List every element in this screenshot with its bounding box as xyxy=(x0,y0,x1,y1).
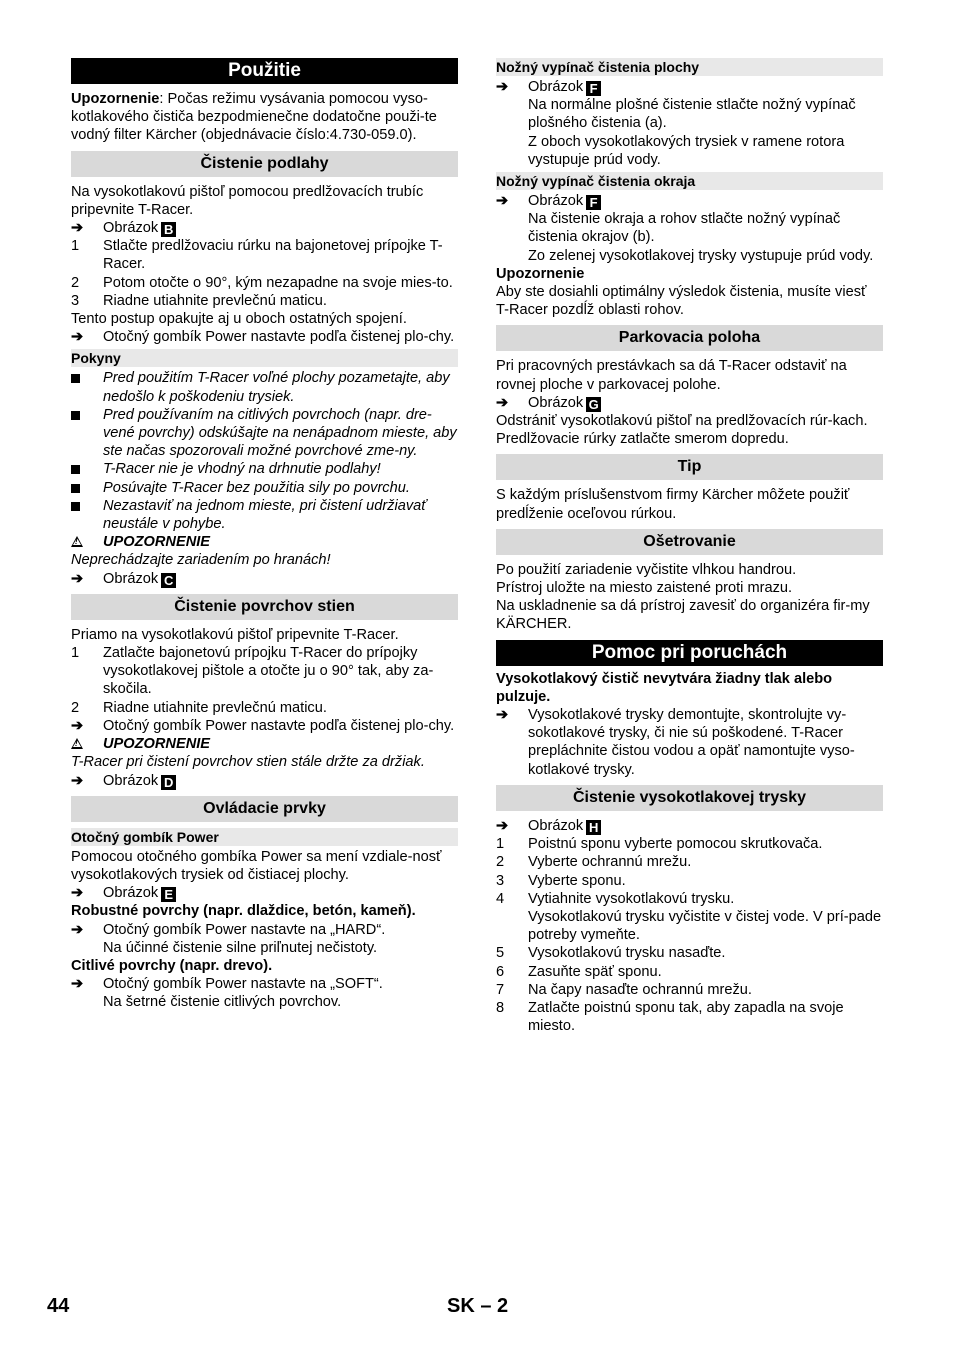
park-text3: Predlžovacie rúrky zatlačte smerom dopredu. xyxy=(496,431,789,448)
osetrovanie-line: Na uskladnenie sa dá prístroj zavesiť do organizéra fir-my KÄRCHER. xyxy=(496,598,870,633)
figure-b-icon: B xyxy=(161,222,176,237)
arrow-icon: ➔ xyxy=(496,193,509,210)
citlive-label: Citlivé povrchy (napr. drevo). xyxy=(71,957,273,974)
hard-step: ➔ Otočný gombík Power nastavte na „HARD“. xyxy=(71,921,386,938)
list-item: 7 Na čapy nasaďte ochrannú mrežu. xyxy=(496,981,752,998)
section-heading-pouzitie: Použitie xyxy=(71,58,458,84)
osetrovanie-line: Po použití zariadenie vyčistite vlhkou handrou. xyxy=(496,561,797,578)
arrow-icon: ➔ xyxy=(71,329,84,346)
subheading-nozny-okraja: Nožný vypínač čistenia okraja xyxy=(496,172,883,190)
figure-c-icon: C xyxy=(161,573,176,588)
arrow-icon: ➔ xyxy=(71,772,84,789)
figure-ref-e: ➔ Obrázok E xyxy=(71,884,458,902)
list-item: 1 Poistnú sponu vyberte pomocou skrutkovača. xyxy=(496,836,823,853)
list-item: 2 Potom otočte o 90°, kým nezapadne na svoje mies-to. xyxy=(71,274,453,291)
pouzitie-note: Upozornenie: Počas režimu vysávania pomocou vyso-kotlakového čističa bezpodmienečne dodatočne použi-te vodný filter Kärcher (objednávacie číslo:4.730-059.0). xyxy=(71,91,437,144)
arrow-icon: ➔ xyxy=(71,921,84,938)
pomoc-step: ➔ Vysokotlakové trysky demontujte, skontrolujte vy-sokotlakové trysky, či nie sú poškodené. T-Racer prepláchnite čistou vodou a opäť namontujte vyso-kotlakové trysky. xyxy=(496,707,855,778)
list-item: 8 Zatlačte poistnú sponu tak, aby zapadla na svoje miesto. xyxy=(496,999,844,1035)
bullet-item: Pred použitím T-Racer voľné plochy pozametajte, aby nedošlo k poškodeniu trysiek. xyxy=(71,369,458,405)
figure-ref-f: ➔ Obrázok F xyxy=(496,78,883,96)
figure-h-icon: H xyxy=(586,820,601,835)
figure-ref-h: ➔ Obrázok H xyxy=(496,817,883,835)
park-text: Pri pracovných prestávkach sa dá T-Racer odstaviť na rovnej ploche v parkovacej polohe. xyxy=(496,358,847,393)
power-step: ➔ Otočný gombík Power nastavte podľa čistenej plo-chy. xyxy=(71,329,455,346)
warning-text: T-Racer pri čistení povrchov stien stále držte za držiak. xyxy=(71,754,425,771)
robust-label: Robustné povrchy (napr. dlaždice, betón, kameň). xyxy=(71,903,416,920)
osetrovanie-line: Prístroj uložte na miesto zaistené proti mrazu. xyxy=(496,580,793,597)
warning-text: Neprechádzajte zariadením po hranách! xyxy=(71,552,331,569)
list-item: 1 Stlačte predlžovaciu rúrku na bajonetovej prípojke T-Racer. xyxy=(71,238,443,273)
arrow-icon: ➔ xyxy=(496,394,509,411)
figure-d-icon: D xyxy=(161,775,176,790)
section-heading-pomoc: Pomoc pri poruchách xyxy=(496,640,883,666)
bullet-square-icon xyxy=(71,502,80,511)
figure-ref-f2: ➔ Obrázok F xyxy=(496,192,883,210)
tip-text: S každým príslušenstvom firmy Kärcher môžete použiť predĺženie oceľovou rúrkou. xyxy=(496,487,850,522)
stien-intro: Priamo na vysokotlakovú pištoľ pripevnite T-Racer. xyxy=(71,626,399,643)
list-item: 1 Zatlačte bajonetovú prípojku T-Racer do prípojky vysokotlakovej pištole a otočte ju o 90° tak, aby za-skočila. xyxy=(71,645,434,698)
warning-label: ! UPOZORNENIE xyxy=(71,735,458,753)
bullet-item: Nezastaviť na jednom mieste, pri čistení udržiavať neustále v pohybe. xyxy=(71,497,458,533)
bullet-square-icon xyxy=(71,411,80,420)
subheading-otocny: Otočný gombík Power xyxy=(71,828,458,846)
soft-note: Na šetrné čistenie citlivých povrchov. xyxy=(103,994,342,1011)
list-item: 2 Riadne utiahnite prevlečnú maticu. xyxy=(71,699,327,716)
section-heading-podlahy: Čistenie podlahy xyxy=(71,151,458,177)
plochy-text2: Z oboch vysokotlakových trysiek v ramene rotora vystupuje prúd vody. xyxy=(528,133,845,168)
section-heading-ovladacie: Ovládacie prvky xyxy=(71,796,458,822)
arrow-icon: ➔ xyxy=(71,885,84,902)
subheading-nozny-plochy: Nožný vypínač čistenia plochy xyxy=(496,58,883,76)
section-heading-stien: Čistenie povrchov stien xyxy=(71,594,458,620)
right-column xyxy=(496,58,883,1035)
bullet-square-icon xyxy=(71,484,80,493)
warning-label: ! UPOZORNENIE xyxy=(71,533,458,551)
list-item: 6 Zasuňte späť sponu. xyxy=(496,963,662,980)
list-item: Vysokotlakovú trysku vyčistite v čistej vode. V prí-pade potreby vymeňte. xyxy=(528,908,882,944)
hard-note: Na účinné čistenie silne priľnutej nečistoty. xyxy=(103,939,378,956)
page-lang-label: SK – 2 xyxy=(447,1295,509,1317)
arrow-icon: ➔ xyxy=(71,220,84,237)
arrow-icon: ➔ xyxy=(496,79,509,95)
figure-ref-b: ➔ Obrázok B xyxy=(71,219,458,237)
section-heading-trysky: Čistenie vysokotlakovej trysky xyxy=(496,785,883,811)
upozornenie-label: Upozornenie xyxy=(496,265,585,282)
repeat-text: Tento postup opakujte aj u oboch ostatných spojení. xyxy=(71,311,407,328)
section-heading-parkovacia: Parkovacia poloha xyxy=(496,325,883,351)
figure-f-icon: F xyxy=(586,81,601,96)
list-item: 5 Vysokotlakovú trysku nasaďte. xyxy=(496,945,726,962)
bullet-item: Pred používaním na citlivých povrchoch (napr. dre-vené povrchy) odskúšajte na nenápadnom mieste, aby ste načas spozorovali možné povrchové zme-ny. xyxy=(71,406,458,461)
warning-icon xyxy=(71,738,83,749)
bullet-square-icon xyxy=(71,374,80,383)
section-heading-osetrovanie: Ošetrovanie xyxy=(496,529,883,555)
upozornenie-text: Aby ste dosiahli optimálny výsledok čistenia, musíte viesť T-Racer pozdĺž oblasti rohov. xyxy=(496,284,867,319)
bullet-item: T-Racer nie je vhodný na drhnutie podlahy! xyxy=(71,460,458,478)
bullet-item: Posúvajte T-Racer bez použitia sily po povrchu. xyxy=(71,479,458,497)
okraja-text: Na čistenie okraja a rohov stlačte nožný vypínač čistenia okrajov (b). xyxy=(528,211,841,246)
arrow-icon: ➔ xyxy=(71,570,84,587)
soft-step: ➔ Otočný gombík Power nastavte na „SOFT“. xyxy=(71,976,383,993)
subheading-pokyny: Pokyny xyxy=(71,349,458,367)
arrow-icon: ➔ xyxy=(71,717,84,734)
figure-f-icon: F xyxy=(586,195,601,210)
list-item: 3 Vyberte sponu. xyxy=(496,872,626,889)
park-text2: Odstrániť vysokotlakovú pištoľ na predlžovacích rúr-kach. xyxy=(496,413,868,430)
section-heading-tip: Tip xyxy=(496,454,883,480)
figure-ref-g: ➔ Obrázok G xyxy=(496,394,883,412)
list-item: 2 Vyberte ochrannú mrežu. xyxy=(496,854,692,871)
otocny-text: Pomocou otočného gombíka Power sa mení vzdiale-nosť vysokotlakových trysiek od čistiacej plochy. xyxy=(71,848,442,883)
bullet-square-icon xyxy=(71,465,80,474)
list-item: 3 Riadne utiahnite prevlečnú maticu. xyxy=(71,292,327,309)
podlahy-intro: Na vysokotlakovú pištoľ pomocou predlžovacích trubíc pripevnite T-Racer. xyxy=(71,183,424,218)
arrow-icon: ➔ xyxy=(496,817,509,834)
plochy-text: Na normálne plošné čistenie stlačte nožný vypínač plošného čistenia (a). xyxy=(528,97,856,132)
warning-icon xyxy=(71,536,83,547)
power-step: ➔ Otočný gombík Power nastavte podľa čistenej plo-chy. xyxy=(71,717,455,734)
arrow-icon: ➔ xyxy=(496,707,509,724)
figure-g-icon: G xyxy=(586,397,601,412)
left-column xyxy=(71,58,458,1012)
page-number: 44 xyxy=(47,1295,70,1317)
arrow-icon: ➔ xyxy=(71,976,84,993)
figure-ref-d: ➔ Obrázok D xyxy=(71,772,458,790)
figure-e-icon: E xyxy=(161,887,176,902)
figure-ref-c: ➔ Obrázok C xyxy=(71,570,458,588)
okraja-text2: Zo zelenej vysokotlakovej trysky vystupuje prúd vody. xyxy=(528,247,874,264)
pomoc-problem: Vysokotlakový čistič nevytvára žiadny tlak alebo pulzuje. xyxy=(496,670,833,705)
list-item: 4 Vytiahnite vysokotlakovú trysku. xyxy=(496,890,735,907)
